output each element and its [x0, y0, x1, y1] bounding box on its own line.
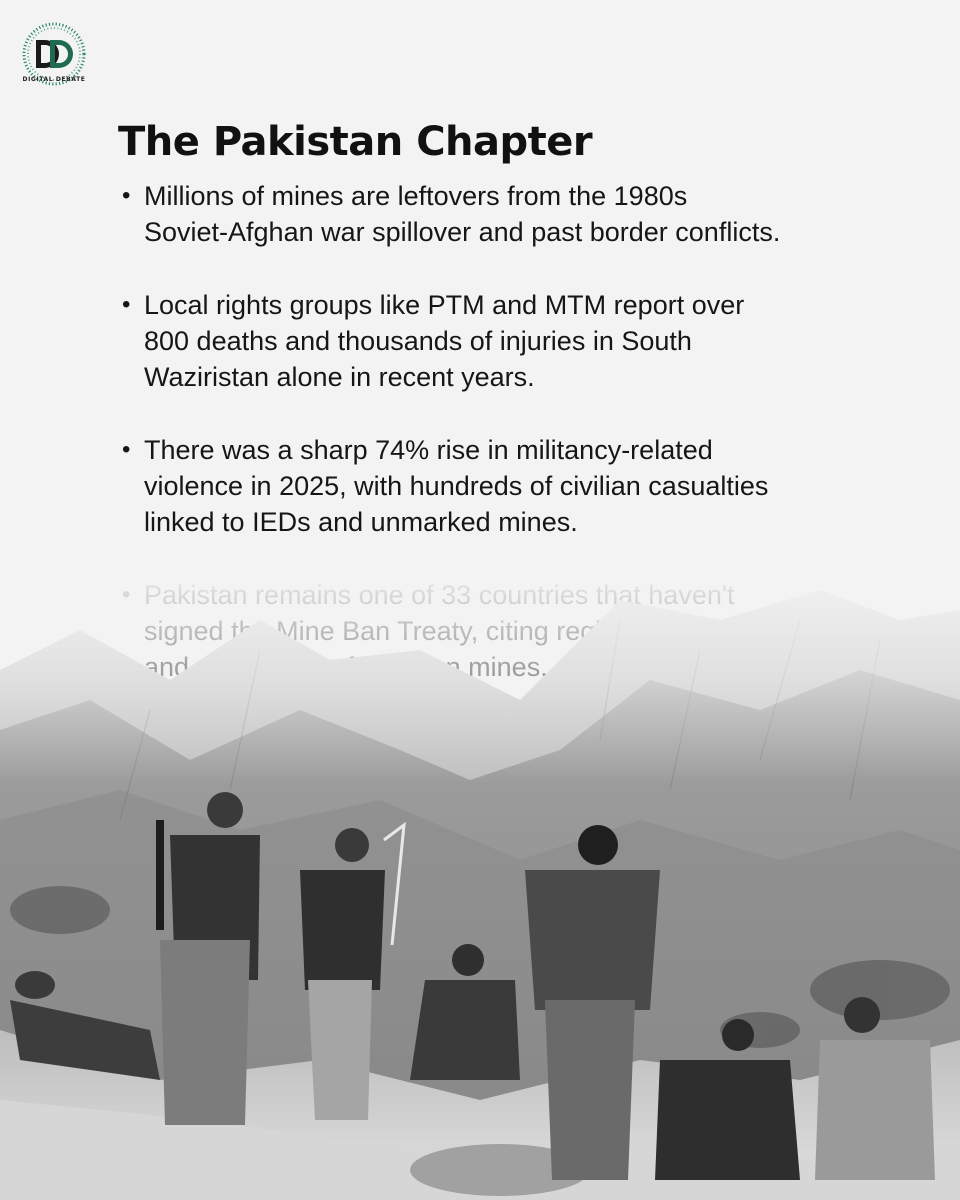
bullet-line: Waziristan alone in recent years.	[144, 362, 535, 392]
bullet-dot-icon: •	[122, 182, 131, 209]
bullet-line: Soviet-Afghan war spillover and past border conflicts.	[144, 217, 781, 247]
logo-caption: DIGITAL DEBATE	[22, 76, 86, 83]
bullet-line: linked to IEDs and unmarked mines.	[144, 507, 578, 537]
bullet-line: violence in 2025, with hundreds of civilian casualties	[144, 471, 769, 501]
page-title: The Pakistan Chapter	[118, 119, 593, 165]
mountain-photo	[0, 560, 960, 1200]
bullet-item	[122, 178, 922, 250]
bullet-item	[122, 432, 922, 540]
bullet-item	[122, 287, 922, 395]
bullet-line: 800 deaths and thousands of injuries in South	[144, 326, 692, 356]
bullet-dot-icon: •	[122, 436, 131, 463]
bullet-line: Local rights groups like PTM and MTM report over	[144, 290, 745, 320]
bullet-dot-icon: •	[122, 291, 131, 318]
bullet-line: Millions of mines are leftovers from the 1980s	[144, 181, 688, 211]
bullet-line: There was a sharp 74% rise in militancy-related	[144, 435, 713, 465]
